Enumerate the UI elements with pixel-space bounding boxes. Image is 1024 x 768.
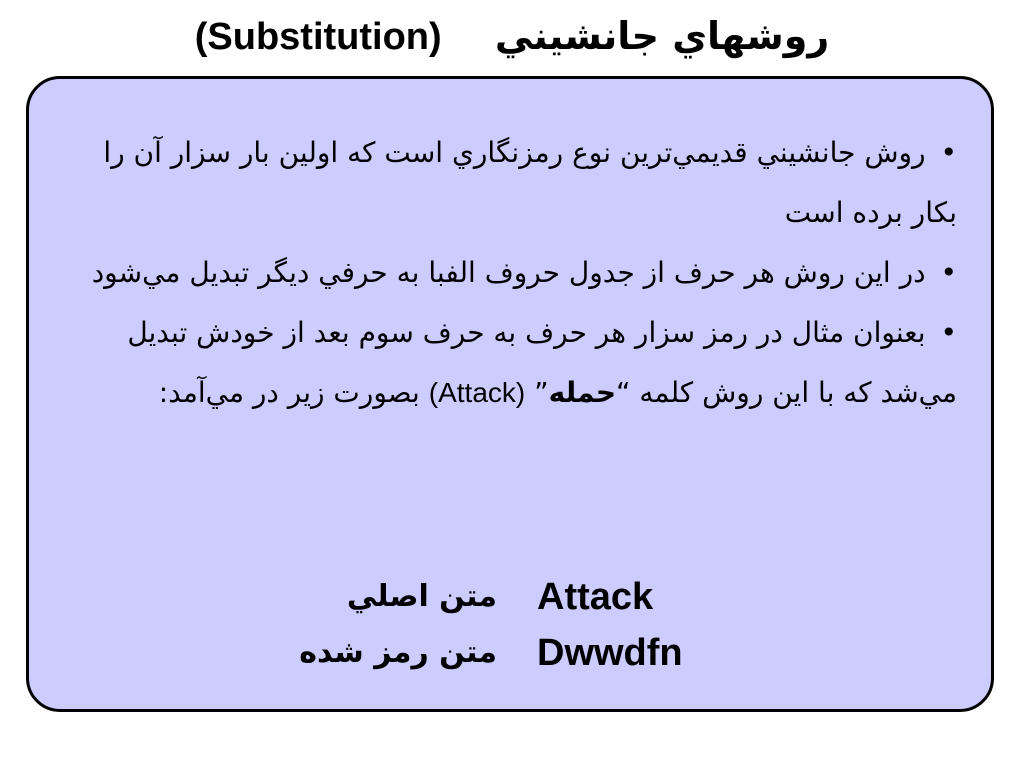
plaintext-value: Attack (537, 576, 654, 618)
bullet-text-continued: بصورت زير در مي‌آمد: (158, 376, 420, 409)
bullet-item-1 (57, 123, 957, 243)
slide-title-persian: روشهاي جانشيني (494, 14, 830, 58)
content-box (26, 76, 994, 712)
plaintext-label: متن اصلي (346, 579, 497, 614)
bullet-item-2 (57, 243, 957, 303)
bullet-marker: • (940, 256, 957, 289)
ciphertext-row (29, 625, 991, 681)
bullet-text: روش جانشيني قديمي‌ترين نوع رمزنگاري است كه اولين بار سزار آن را بكار برده است (103, 136, 957, 229)
ciphertext-label: متن رمز شده (299, 635, 497, 670)
latin-word: (Attack) (428, 377, 526, 408)
cipher-example (29, 569, 991, 681)
ciphertext-value: Dwwdfn (537, 632, 683, 674)
slide-title-english: (Substitution) (194, 16, 442, 58)
quoted-word: حمله (548, 376, 617, 409)
bullet-marker: • (940, 316, 957, 349)
bullet-item-3: • بعنوان مثال در رمز سزار هر حرف به حرف سوم بعد از خودش تبديل مي‌شد كه با اين روش كلمه “حمله” (Attack) بصورت زير در مي‌آمد: (127, 316, 957, 409)
plaintext-row (29, 569, 991, 625)
bullet-text: بعنوان مثال در رمز سزار هر حرف به حرف سوم بعد از خودش تبديل مي‌شد كه با اين روش كلمه (127, 316, 957, 409)
slide-title (0, 8, 1024, 65)
bullet-list (57, 123, 957, 437)
bullet-text: در اين روش هر حرف از جدول حروف الفبا به حرفي ديگر تبديل مي‌شود (91, 256, 926, 289)
bullet-marker: • (940, 136, 957, 169)
